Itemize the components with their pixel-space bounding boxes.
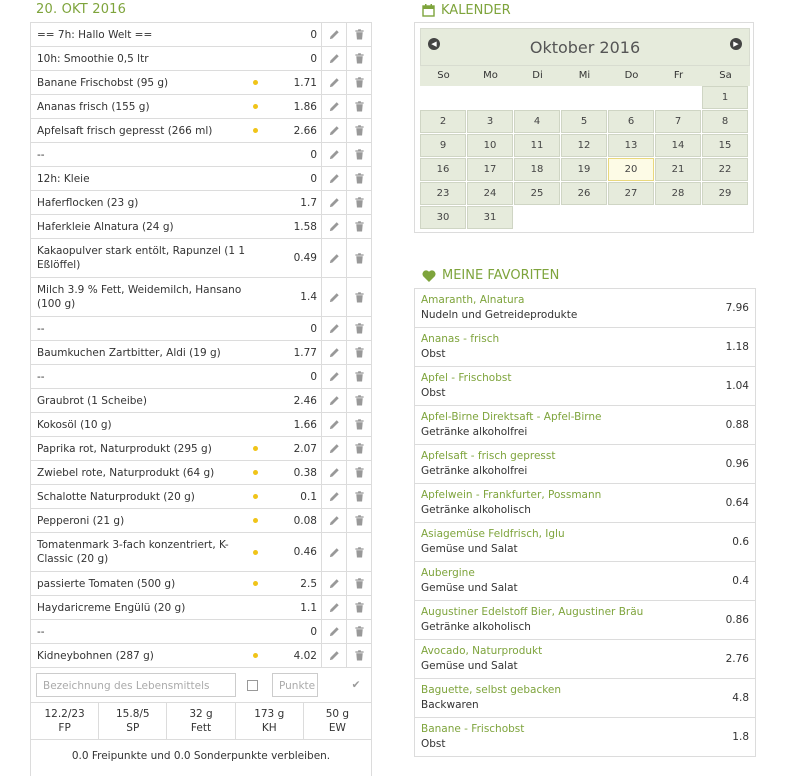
weekday-label: Mi — [578, 70, 591, 81]
food-entry-points: 0 — [310, 148, 317, 161]
food-entry-row — [31, 413, 371, 437]
edit-pencil-icon[interactable] — [321, 341, 346, 364]
food-entry-row — [31, 596, 371, 620]
delete-trash-icon[interactable] — [346, 644, 371, 667]
food-entry-name: Schalotte Naturprodukt (20 g) — [37, 490, 195, 503]
food-entry-name: -- — [37, 370, 45, 383]
edit-pencil-icon[interactable] — [321, 47, 346, 70]
prev-month-icon[interactable]: ◀ — [428, 38, 440, 50]
delete-trash-icon[interactable] — [346, 23, 371, 46]
calendar-day[interactable]: 9 — [420, 134, 466, 157]
delete-trash-icon[interactable] — [346, 215, 371, 238]
total-value: 173 g — [254, 708, 285, 720]
food-entry-points: 2.66 — [293, 124, 317, 137]
favorite-item[interactable] — [415, 289, 755, 328]
food-entry-name: Haferkleie Alnatura (24 g) — [37, 220, 174, 233]
food-checkbox[interactable] — [247, 680, 258, 691]
favorite-item[interactable] — [415, 679, 755, 718]
next-month-icon[interactable]: ▶ — [730, 38, 742, 50]
delete-trash-icon[interactable] — [346, 95, 371, 118]
favorite-category: Gemüse und Salat — [421, 582, 518, 594]
total-ew — [304, 703, 371, 739]
food-entry-points: 0.38 — [293, 466, 317, 479]
food-entry-points: 0 — [310, 625, 317, 638]
delete-trash-icon[interactable] — [346, 71, 371, 94]
favorite-item[interactable] — [415, 484, 755, 523]
edit-pencil-icon[interactable] — [321, 119, 346, 142]
favorite-points: 7.96 — [725, 302, 749, 314]
food-entry-name: Baumkuchen Zartbitter, Aldi (19 g) — [37, 346, 221, 359]
calendar-day[interactable]: 23 — [420, 182, 466, 205]
food-entry-points: 1.66 — [293, 418, 317, 431]
calendar-day[interactable]: 26 — [561, 182, 607, 205]
food-entry-name: Kidneybohnen (287 g) — [37, 649, 154, 662]
favorite-points: 1.8 — [732, 731, 749, 743]
favorite-name[interactable]: Apfel-Birne Direktsaft - Apfel-Birne — [421, 411, 602, 423]
calendar-day[interactable]: 31 — [467, 206, 513, 229]
edit-pencil-icon[interactable] — [321, 317, 346, 340]
edit-pencil-icon[interactable] — [321, 413, 346, 436]
calendar-day[interactable]: 19 — [561, 158, 607, 181]
calendar-day[interactable]: 7 — [655, 110, 701, 133]
food-entry-row — [31, 143, 371, 167]
delete-trash-icon[interactable] — [346, 572, 371, 595]
favorite-points: 1.04 — [725, 380, 749, 392]
total-fett — [167, 703, 235, 739]
favorite-item[interactable] — [415, 601, 755, 640]
calendar-day[interactable]: 10 — [467, 134, 513, 157]
edit-pencil-icon[interactable] — [321, 239, 346, 277]
food-entry-row — [31, 278, 371, 317]
delete-trash-icon[interactable] — [346, 596, 371, 619]
favorite-points: 1.18 — [725, 341, 749, 353]
calendar-day[interactable]: 22 — [702, 158, 748, 181]
favorite-name[interactable]: Asiagemüse Feldfrisch, Iglu — [421, 528, 565, 540]
delete-trash-icon[interactable] — [346, 317, 371, 340]
delete-trash-icon[interactable] — [346, 437, 371, 460]
edit-pencil-icon[interactable] — [321, 437, 346, 460]
calendar-day[interactable]: 20 — [608, 158, 654, 181]
edit-pencil-icon[interactable] — [321, 509, 346, 532]
delete-trash-icon[interactable] — [346, 143, 371, 166]
calendar-day[interactable]: 28 — [655, 182, 701, 205]
calendar-day[interactable]: 3 — [467, 110, 513, 133]
total-value: 15.8/5 — [116, 708, 150, 720]
food-entry-row — [31, 167, 371, 191]
calendar-day[interactable]: 12 — [561, 134, 607, 157]
favorite-category: Getränke alkoholfrei — [421, 426, 528, 438]
calendar-day[interactable]: 15 — [702, 134, 748, 157]
total-kh — [236, 703, 304, 739]
food-entry-points: 0.46 — [293, 546, 317, 558]
calendar-day[interactable]: 27 — [608, 182, 654, 205]
food-entry-row — [31, 95, 371, 119]
food-entry-row — [31, 644, 371, 668]
total-label: Fett — [190, 722, 212, 734]
calendar-widget — [414, 22, 754, 233]
delete-trash-icon[interactable] — [346, 278, 371, 316]
delete-trash-icon[interactable] — [346, 341, 371, 364]
food-entry-name: Apfelsaft frisch gepresst (266 ml) — [37, 124, 213, 137]
edit-pencil-icon[interactable] — [321, 365, 346, 388]
food-entry-name: passierte Tomaten (500 g) — [37, 577, 176, 590]
favorite-category: Backwaren — [421, 699, 479, 711]
delete-trash-icon[interactable] — [346, 191, 371, 214]
food-entry-row — [31, 365, 371, 389]
weekday-label: Fr — [673, 70, 684, 81]
status-dot — [248, 581, 262, 586]
edit-pencil-icon[interactable] — [321, 191, 346, 214]
favorite-name[interactable]: Baguette, selbst gebacken — [421, 684, 562, 696]
food-entry-points: 0 — [310, 52, 317, 65]
favorites-section-title — [422, 268, 559, 283]
favorite-name[interactable]: Avocado, Naturprodukt — [421, 645, 543, 657]
total-label: SP — [126, 722, 140, 734]
favorite-name[interactable]: Aubergine — [421, 567, 475, 579]
edit-pencil-icon[interactable] — [321, 143, 346, 166]
add-food-row — [31, 668, 371, 703]
edit-pencil-icon[interactable] — [321, 389, 346, 412]
favorite-item[interactable] — [415, 718, 755, 757]
status-dot — [248, 470, 262, 475]
food-entry-row — [31, 23, 371, 47]
food-entry-name: Pepperoni (21 g) — [37, 514, 125, 527]
food-entry-points: 1.77 — [293, 346, 317, 359]
totals-row — [31, 703, 371, 740]
food-entry-name: Graubrot (1 Scheibe) — [37, 394, 147, 407]
favorite-item[interactable] — [415, 328, 755, 367]
delete-trash-icon[interactable] — [346, 239, 371, 277]
delete-trash-icon[interactable] — [346, 620, 371, 643]
favorite-category: Gemüse und Salat — [421, 543, 518, 555]
total-sp — [99, 703, 167, 739]
delete-trash-icon[interactable] — [346, 119, 371, 142]
status-dot — [248, 446, 262, 451]
favorite-item[interactable] — [415, 406, 755, 445]
calendar-day[interactable]: 14 — [655, 134, 701, 157]
calendar-icon — [422, 4, 435, 17]
food-entry-points: 1.7 — [300, 196, 317, 209]
favorite-points: 0.96 — [725, 458, 749, 470]
food-entry-row — [31, 437, 371, 461]
status-dot — [248, 653, 262, 658]
calendar-day[interactable]: 25 — [514, 182, 560, 205]
remaining-points-text: 0.0 Freipunkte und 0.0 Sonderpunkte verbleiben. — [71, 750, 331, 762]
favorite-name[interactable]: Banane - Frischobst — [421, 723, 525, 735]
edit-pencil-icon[interactable] — [321, 278, 346, 316]
favorite-item[interactable] — [415, 445, 755, 484]
edit-pencil-icon[interactable] — [321, 533, 346, 571]
favorite-name[interactable]: Apfelsaft - frisch gepresst — [421, 450, 556, 462]
favorite-name[interactable]: Amaranth, Alnatura — [421, 294, 525, 306]
food-entry-name: 10h: Smoothie 0,5 ltr — [37, 52, 149, 65]
edit-pencil-icon[interactable] — [321, 620, 346, 643]
favorite-category: Getränke alkoholisch — [421, 621, 531, 633]
food-entry-name: Zwiebel rote, Naturprodukt (64 g) — [37, 466, 215, 479]
delete-trash-icon[interactable] — [346, 485, 371, 508]
food-entry-row — [31, 119, 371, 143]
food-entry-points: 0 — [310, 28, 317, 41]
food-entry-points: 1.1 — [300, 601, 317, 614]
food-entry-name: -- — [37, 625, 45, 638]
favorite-category: Nudeln und Getreideprodukte — [421, 309, 578, 321]
favorite-points: 0.86 — [725, 614, 749, 626]
edit-pencil-icon[interactable] — [321, 71, 346, 94]
delete-trash-icon[interactable] — [346, 365, 371, 388]
delete-trash-icon[interactable] — [346, 167, 371, 190]
favorite-item[interactable] — [415, 367, 755, 406]
calendar-day[interactable]: 8 — [702, 110, 748, 133]
delete-trash-icon[interactable] — [346, 413, 371, 436]
delete-trash-icon[interactable] — [346, 533, 371, 571]
check-icon[interactable]: ✔ — [351, 679, 361, 691]
food-entry-name: Banane Frischobst (95 g) — [37, 76, 169, 89]
calendar-day[interactable]: 13 — [608, 134, 654, 157]
food-entry-name: Ananas frisch (155 g) — [37, 100, 150, 113]
food-entry-points: 0 — [310, 370, 317, 383]
favorite-item[interactable] — [415, 523, 755, 562]
food-entry-points: 2.46 — [293, 394, 317, 407]
food-entry-name: == 7h: Hallo Welt == — [37, 28, 153, 41]
food-entry-name: Haferflocken (23 g) — [37, 196, 139, 209]
calendar-day[interactable]: 11 — [514, 134, 560, 157]
favorite-points: 0.64 — [725, 497, 749, 509]
delete-trash-icon[interactable] — [346, 389, 371, 412]
favorite-category: Obst — [421, 387, 446, 399]
status-dot — [248, 550, 262, 555]
food-entry-points: 1.58 — [293, 220, 317, 233]
food-entry-points: 1.71 — [293, 76, 317, 89]
food-entry-row — [31, 509, 371, 533]
delete-trash-icon[interactable] — [346, 509, 371, 532]
favorite-category: Getränke alkoholfrei — [421, 465, 528, 477]
food-entry-points: 4.02 — [293, 649, 317, 662]
food-entry-name: Kakaopulver stark entölt, Rapunzel (1 1 Eßlöffel) — [37, 245, 246, 271]
favorite-name[interactable]: Ananas - frisch — [421, 333, 500, 345]
food-entry-points: 0 — [310, 322, 317, 335]
favorites-list — [414, 288, 756, 757]
food-entry-row — [31, 572, 371, 596]
calendar-day[interactable]: 6 — [608, 110, 654, 133]
food-entry-row — [31, 317, 371, 341]
total-fp — [31, 703, 99, 739]
food-entry-points: 0.08 — [293, 514, 317, 527]
food-entry-name: Paprika rot, Naturprodukt (295 g) — [37, 442, 212, 455]
favorite-points: 0.6 — [732, 536, 749, 548]
favorite-category: Gemüse und Salat — [421, 660, 518, 672]
food-entry-row — [31, 533, 371, 572]
calendar-day[interactable]: 1 — [702, 86, 748, 109]
food-entry-row — [31, 341, 371, 365]
edit-pencil-icon[interactable] — [321, 644, 346, 667]
food-entry-name: -- — [37, 322, 45, 335]
edit-pencil-icon[interactable] — [321, 461, 346, 484]
food-entry-name: Tomatenmark 3-fach konzentriert, K-Classic (20 g) — [37, 539, 229, 565]
edit-pencil-icon[interactable] — [321, 572, 346, 595]
status-dot — [248, 128, 262, 133]
food-entry-points: 0.1 — [300, 490, 317, 503]
delete-trash-icon[interactable] — [346, 47, 371, 70]
calendar-day[interactable]: 24 — [467, 182, 513, 205]
calendar-day[interactable]: 18 — [514, 158, 560, 181]
favorite-name[interactable]: Augustiner Edelstoff Bier, Augustiner Bräu — [421, 606, 644, 618]
edit-pencil-icon[interactable] — [321, 23, 346, 46]
food-entry-row — [31, 620, 371, 644]
favorite-points: 4.8 — [732, 692, 749, 704]
calendar-day[interactable]: 16 — [420, 158, 466, 181]
food-entry-name: -- — [37, 148, 45, 161]
status-dot — [248, 104, 262, 109]
favorite-points: 2.76 — [725, 653, 749, 665]
food-entry-name: 12h: Kleie — [37, 172, 90, 185]
total-label: EW — [328, 722, 346, 734]
edit-pencil-icon[interactable] — [321, 95, 346, 118]
favorite-name[interactable]: Apfelwein - Frankfurter, Possmann — [421, 489, 602, 501]
food-entry-points: 1.4 — [300, 291, 317, 303]
food-entries-table — [30, 22, 372, 776]
favorite-item[interactable] — [415, 640, 755, 679]
favorites-title: MEINE FAVORITEN — [442, 268, 560, 283]
favorite-item[interactable] — [415, 562, 755, 601]
weekday-label: So — [437, 70, 450, 81]
food-entry-row — [31, 389, 371, 413]
calendar-section-title — [422, 3, 511, 18]
edit-pencil-icon[interactable] — [321, 485, 346, 508]
food-entry-points: 2.07 — [293, 442, 317, 455]
food-entry-row — [31, 47, 371, 71]
heart-icon — [422, 270, 436, 282]
calendar-day[interactable]: 4 — [514, 110, 560, 133]
total-label: FP — [58, 722, 71, 734]
weekday-label: Sa — [719, 70, 732, 81]
weekday-row — [420, 66, 750, 86]
food-entry-points: 2.5 — [300, 577, 317, 590]
food-entry-points: 0.49 — [293, 252, 317, 264]
favorite-points: 0.4 — [732, 575, 749, 587]
weekday-label: Di — [532, 70, 543, 81]
calendar-day[interactable]: 21 — [655, 158, 701, 181]
food-entry-name: Haydaricreme Engülü (20 g) — [37, 601, 186, 614]
calendar-day[interactable]: 29 — [702, 182, 748, 205]
calendar-day[interactable]: 17 — [467, 158, 513, 181]
calendar-month-title: Oktober 2016 — [529, 38, 641, 57]
food-entry-row — [31, 215, 371, 239]
total-label: KH — [261, 722, 277, 734]
points-input[interactable]: Punkte — [272, 673, 318, 697]
favorite-category: Obst — [421, 738, 446, 750]
favorite-category: Obst — [421, 348, 446, 360]
status-dot — [248, 80, 262, 85]
food-entry-row — [31, 239, 371, 278]
food-name-input[interactable]: Bezeichnung des Lebensmittels — [36, 673, 236, 697]
weekday-label: Mo — [483, 70, 498, 81]
calendar-header — [420, 28, 750, 66]
total-value: 12.2/23 — [44, 708, 85, 720]
weekday-label: Do — [624, 70, 639, 81]
total-value: 50 g — [325, 708, 350, 720]
edit-pencil-icon[interactable] — [321, 596, 346, 619]
food-entry-name: Milch 3.9 % Fett, Weidemilch, Hansano (100 g) — [37, 284, 242, 310]
edit-pencil-icon[interactable] — [321, 167, 346, 190]
status-dot — [248, 494, 262, 499]
food-entry-points: 1.86 — [293, 100, 317, 113]
food-entry-row — [31, 461, 371, 485]
food-entry-row — [31, 485, 371, 509]
food-entry-points: 0 — [310, 172, 317, 185]
calendar-day[interactable]: 30 — [420, 206, 466, 229]
favorite-category: Getränke alkoholisch — [421, 504, 531, 516]
day-title: 20. OKT 2016 — [36, 2, 127, 17]
delete-trash-icon[interactable] — [346, 461, 371, 484]
food-entry-name: Kokosöl (10 g) — [37, 418, 112, 431]
favorite-name[interactable]: Apfel - Frischobst — [421, 372, 512, 384]
food-entry-row — [31, 191, 371, 215]
calendar-day[interactable]: 5 — [561, 110, 607, 133]
calendar-day[interactable]: 2 — [420, 110, 466, 133]
food-entry-row — [31, 71, 371, 95]
calendar-title: KALENDER — [441, 3, 511, 18]
favorite-points: 0.88 — [725, 419, 749, 431]
edit-pencil-icon[interactable] — [321, 215, 346, 238]
status-dot — [248, 518, 262, 523]
total-value: 32 g — [189, 708, 213, 720]
